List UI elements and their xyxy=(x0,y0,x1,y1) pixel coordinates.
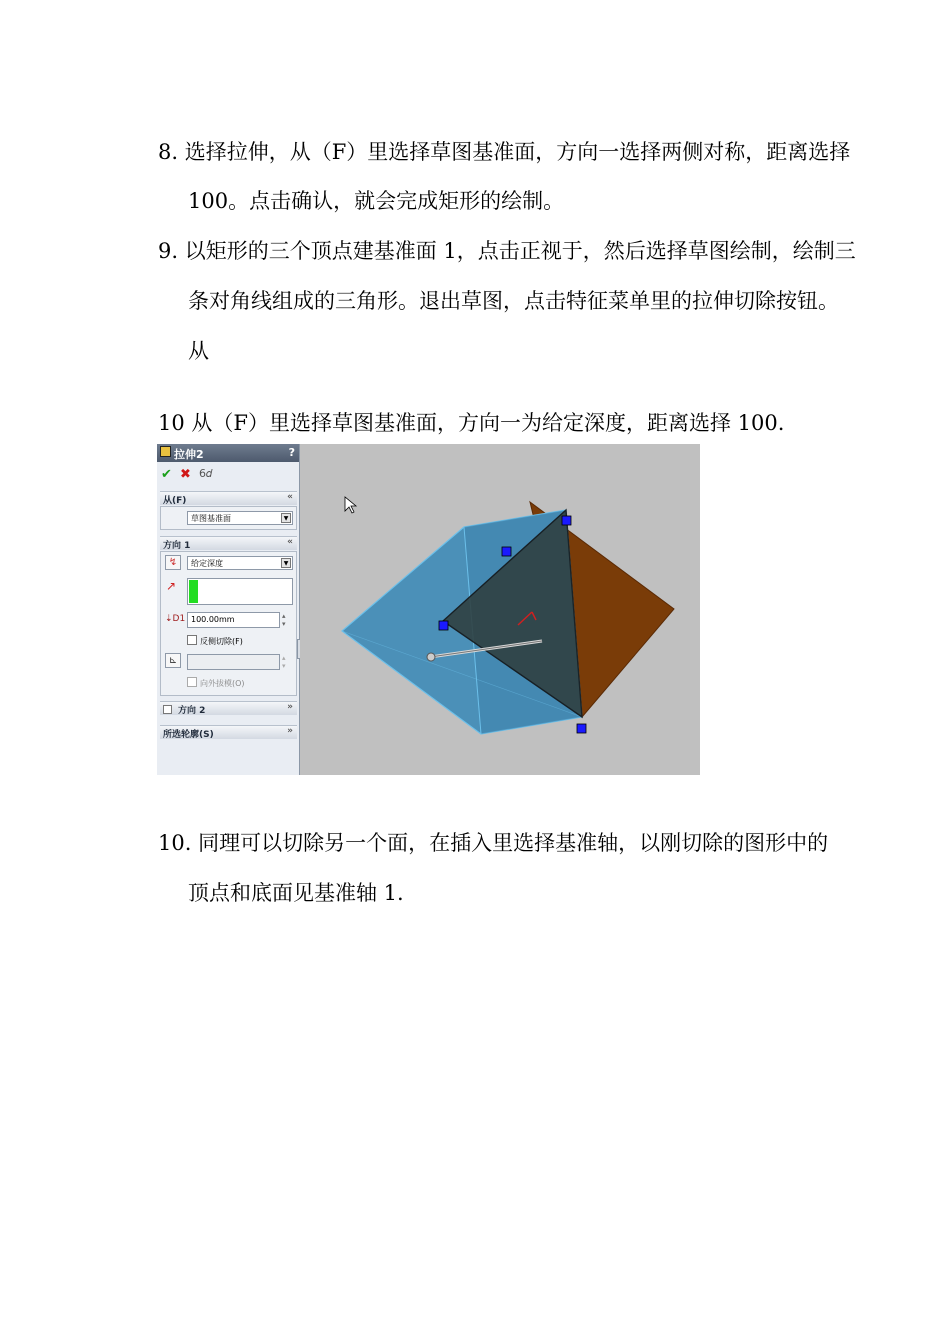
direction1-section-box xyxy=(160,551,297,696)
expand-icon: » xyxy=(287,702,293,712)
depth-input[interactable] xyxy=(187,612,280,628)
selected-contours-section-header[interactable] xyxy=(160,725,297,739)
from-section-header[interactable] xyxy=(160,491,297,505)
selection-indicator xyxy=(189,580,198,603)
chevron-down-icon[interactable]: ▼ xyxy=(281,558,291,568)
preview-icon[interactable]: 6𝑑 xyxy=(199,467,213,480)
direction2-label: 方向 2 xyxy=(178,706,206,716)
model-view xyxy=(300,444,700,775)
selected-contours-label: 所选轮廓(S) xyxy=(163,730,214,740)
direction2-checkbox-label xyxy=(163,703,205,716)
flip-side-cut-label: 反侧切除(F) xyxy=(200,637,243,646)
drag-handle[interactable] xyxy=(427,653,435,661)
draft-outward-label: 向外拔模(O) xyxy=(200,679,245,688)
from-section-box xyxy=(160,506,297,530)
depth-value: 100.00mm xyxy=(191,615,235,624)
draft-icon[interactable]: ⊾ xyxy=(165,653,181,668)
reverse-direction-icon[interactable]: ↯ xyxy=(165,555,181,570)
step10b-line2: 顶点和底面见基准轴 1. xyxy=(188,881,404,905)
step10b-line1: 10. 同理可以切除另一个面，在插入里选择基准轴，以刚切除的图形中的 xyxy=(158,831,829,855)
ok-button[interactable]: ✔ xyxy=(161,467,172,482)
draft-outward-checkbox[interactable] xyxy=(187,677,245,689)
panel-title: 拉伸2 xyxy=(174,448,204,461)
from-select-value: 草图基准面 xyxy=(191,514,231,523)
chevron-down-icon[interactable]: ▼ xyxy=(281,513,291,523)
vertex-handle[interactable] xyxy=(577,724,586,733)
collapse-icon: « xyxy=(287,492,293,502)
direction-arrow-icon: ↗ xyxy=(166,579,177,593)
step10-instruction: 10 从（F）里选择草图基准面，方向一为给定深度，距离选择 100. xyxy=(158,411,785,435)
mouse-cursor-icon xyxy=(345,497,356,513)
direction-reference-list[interactable] xyxy=(187,578,293,605)
direction1-section-header[interactable] xyxy=(160,536,297,550)
step8-line2: 100。点击确认，就会完成矩形的绘制。 xyxy=(188,189,565,213)
feature-icon xyxy=(160,446,171,457)
property-manager-panel xyxy=(157,444,300,775)
direction2-section-header[interactable] xyxy=(160,701,297,715)
vertex-handle[interactable] xyxy=(562,516,571,525)
end-condition-value: 给定深度 xyxy=(191,559,223,568)
vertex-handle[interactable] xyxy=(439,621,448,630)
step9-line3: 从 xyxy=(188,339,209,363)
end-condition-select[interactable] xyxy=(187,556,293,570)
from-section-label: 从(F) xyxy=(163,496,187,506)
depth-spinner[interactable]: ▴ ▾ xyxy=(282,612,286,628)
expand-icon: » xyxy=(287,726,293,736)
draft-angle-input[interactable] xyxy=(187,654,280,670)
help-icon[interactable]: ? xyxy=(288,446,295,459)
vertex-handle[interactable] xyxy=(502,547,511,556)
graphics-viewport[interactable] xyxy=(300,444,700,775)
panel-titlebar xyxy=(157,444,299,462)
depth-icon: ⇣D1 xyxy=(165,614,186,624)
step9-line2: 条对角线组成的三角形。退出草图，点击特征菜单里的拉伸切除按钮。 xyxy=(188,289,839,313)
step8-line1: 8. 选择拉伸，从（F）里选择草图基准面，方向一选择两侧对称，距离选择 xyxy=(158,140,851,164)
collapse-icon: « xyxy=(287,537,293,547)
solidworks-screenshot xyxy=(157,444,700,775)
draft-spinner[interactable]: ▴ ▾ xyxy=(282,654,286,670)
cancel-button[interactable]: ✖ xyxy=(180,467,191,482)
flip-side-cut-checkbox[interactable] xyxy=(187,635,243,647)
step9-line1: 9. 以矩形的三个顶点建基准面 1，点击正视于，然后选择草图绘制，绘制三 xyxy=(158,239,856,263)
direction1-label: 方向 1 xyxy=(163,541,191,551)
from-select[interactable] xyxy=(187,511,293,525)
